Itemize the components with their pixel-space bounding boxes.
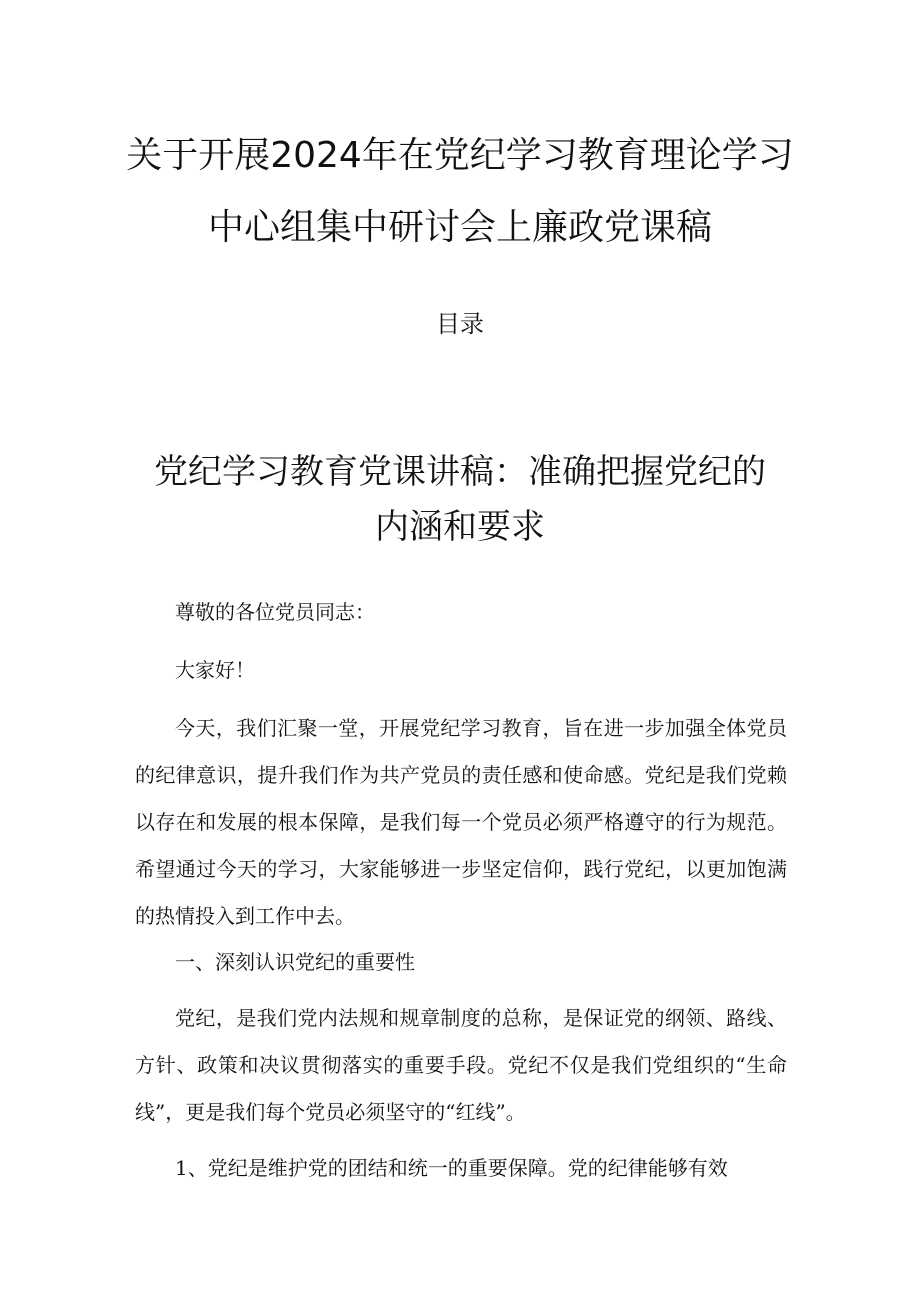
paragraph-intro: 今天，我们汇聚一堂，开展党纪学习教育，旨在进一步加强全体党员的纪律意识，提升我们作为共产党员的责任感和使命感。党纪是我们党赖以存在和发展的根本保障，是我们每一个党员必须严格遵守的行为规范。希望通过今天的学习，大家能够进一步坚定信仰，践行党纪，以更加饱满的热情投入到工作中去。 bbox=[135, 716, 787, 928]
section-title-line-2: 内涵和要求 bbox=[375, 507, 545, 547]
toc-heading: 目录 bbox=[436, 310, 484, 338]
greeting: 尊敬的各位党员同志： bbox=[175, 600, 375, 624]
document-title-line-1: 关于开展2024年在党纪学习教育理论学习 bbox=[126, 135, 794, 176]
paragraph-party-discipline: 党纪，是我们党内法规和规章制度的总称，是保证党的纲领、路线、方针、政策和决议贯彻落实的重要手段。党纪不仅是我们党组织的“生命线”，更是我们每个党员必须坚守的“红线”。 bbox=[135, 1006, 787, 1124]
section-heading-1: 一、深刻认识党纪的重要性 bbox=[175, 950, 415, 974]
paragraph-point-1: 1、党纪是维护党的团结和统一的重要保障。党的纪律能够有效 bbox=[175, 1156, 728, 1180]
hello: 大家好！ bbox=[175, 658, 255, 682]
section-title-line-1: 党纪学习教育党课讲稿：准确把握党纪的 bbox=[154, 452, 766, 492]
document-title-line-2: 中心组集中研讨会上廉政党课稿 bbox=[207, 207, 712, 248]
